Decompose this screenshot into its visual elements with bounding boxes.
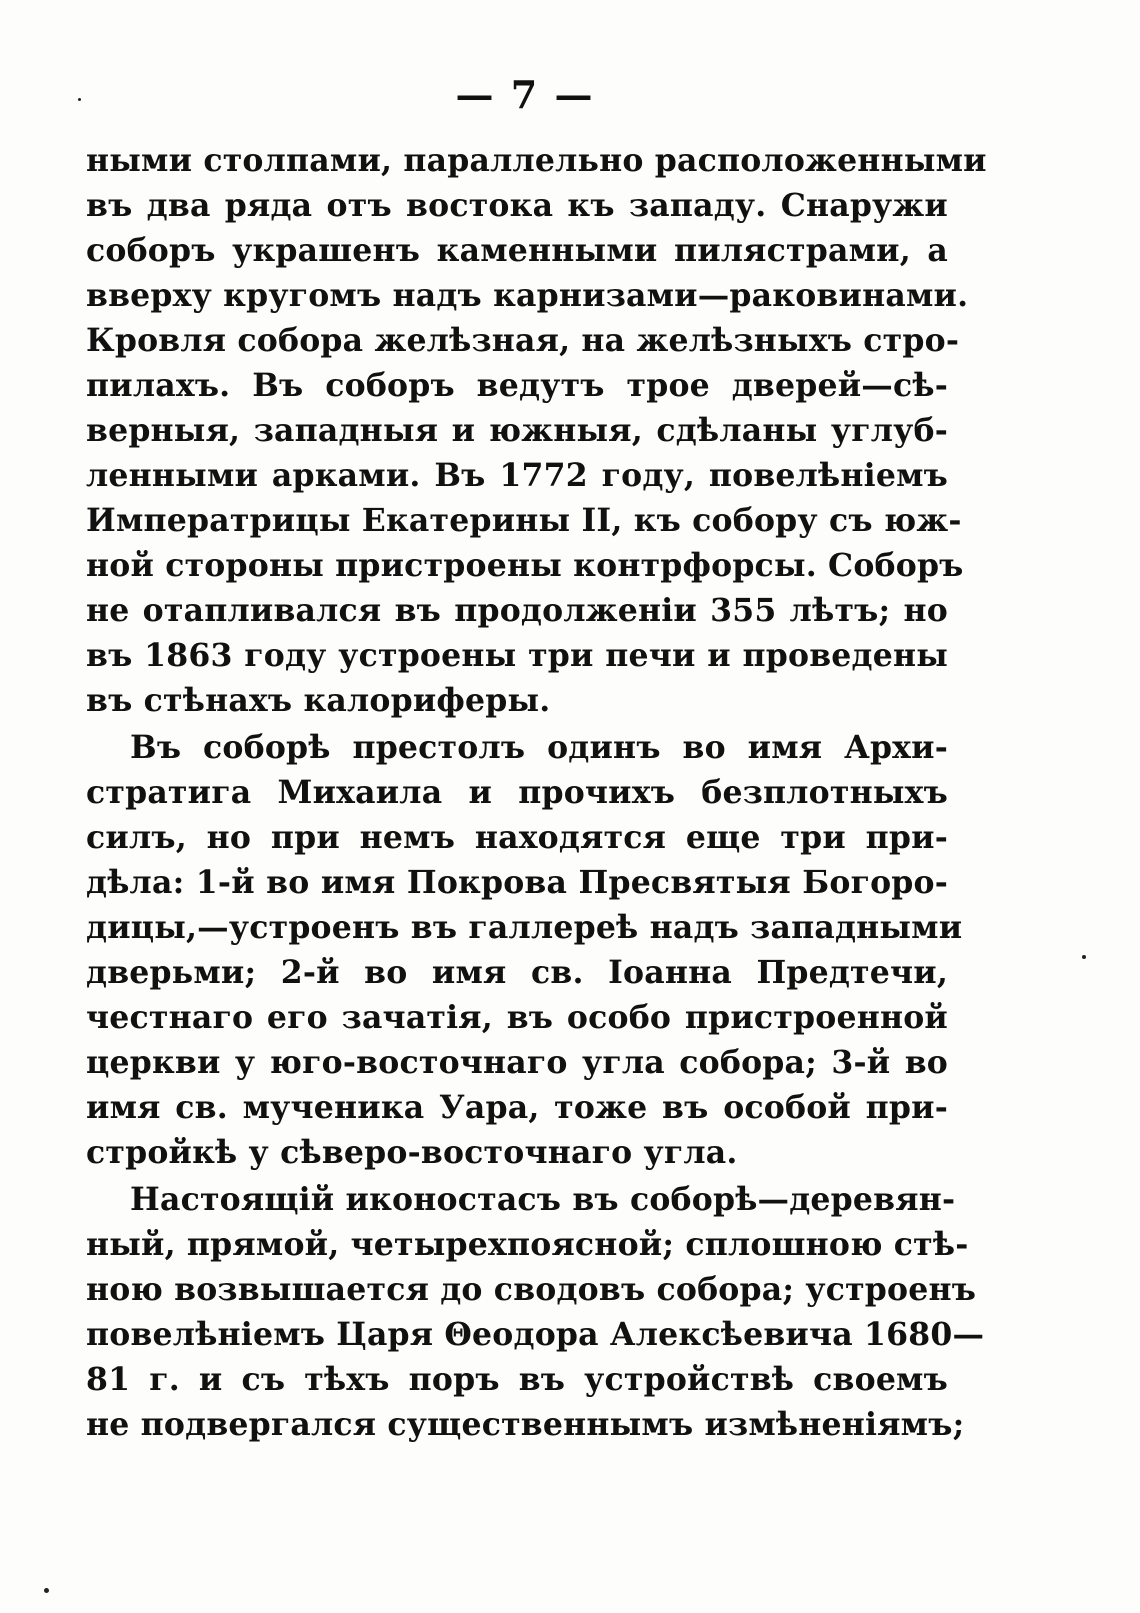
text-line: дверьми; 2-й во имя св. Іоанна Предтечи, [86,954,948,991]
text-line: ный, прямой, четырехпоясной; сплошною стѣ- [86,1226,969,1263]
text-line: верныя, западныя и южныя, сдѣланы углуб- [86,412,948,449]
scan-speck [1082,955,1086,959]
scan-speck [78,98,81,101]
text-line: 81 г. и съ тѣхъ поръ въ устройствѣ своемъ [86,1361,948,1398]
text-line: имя св. мученика Уара, тоже въ особой при- [86,1089,948,1126]
text-line: повелѣніемъ Царя Θеодора Алексѣевича 1680— [86,1316,985,1353]
paragraph-3 [86,1177,985,1447]
text-line: Императрицы Екатерины II, къ собору съ юж- [86,502,962,539]
text-line: Въ соборѣ престолъ одинъ во имя Архи- [130,729,948,766]
text-line: стройкѣ у сѣверо-восточнаго угла. [86,1134,738,1171]
text-line: стратига Михаила и прочихъ безплотныхъ [86,774,948,811]
paragraph-2 [86,725,963,1175]
text-line: дицы,—устроенъ въ галлереѣ надъ западными [86,909,963,946]
text-line: Настоящій иконостасъ въ соборѣ—деревян- [130,1181,956,1218]
text-line: ными столпами, параллельно расположенными [86,142,987,179]
text-line: пилахъ. Въ соборъ ведутъ трое дверей—сѣ- [86,367,948,404]
text-line: дѣла: 1-й во имя Покрова Пресвятыя Богоро- [86,864,948,901]
body-text [86,138,987,1449]
text-line: Кровля собора желѣзная, на желѣзныхъ стро- [86,322,960,359]
text-line: честнаго его зачатія, въ особо пристроенной [86,999,948,1036]
scan-speck [44,1588,49,1593]
text-line: ленными арками. Въ 1772 году, повелѣніемъ [86,457,948,494]
text-line: въ два ряда отъ востока къ западу. Снаружи [86,187,948,224]
text-line: въ стѣнахъ калориферы. [86,682,551,719]
text-line: въ 1863 году устроены три печи и проведены [86,637,948,674]
text-line: не отапливался въ продолженіи 355 лѣтъ; но [86,592,948,629]
paragraph-1 [86,138,987,723]
text-line: вверху кругомъ надъ карнизами—раковинами. [86,277,969,314]
page-number: — 7 — [455,72,595,117]
text-line: ной стороны пристроены контрфорсы. Соборъ [86,547,964,584]
text-line: ною возвышается до сводовъ собора; устроенъ [86,1271,977,1308]
text-line: церкви у юго-восточнаго угла собора; 3-й во [86,1044,948,1081]
text-line: соборъ украшенъ каменными пилястрами, а [86,232,948,269]
text-line: не подвергался существеннымъ измѣненіямъ; [86,1406,965,1443]
text-line: силъ, но при немъ находятся еще три при- [86,819,948,856]
